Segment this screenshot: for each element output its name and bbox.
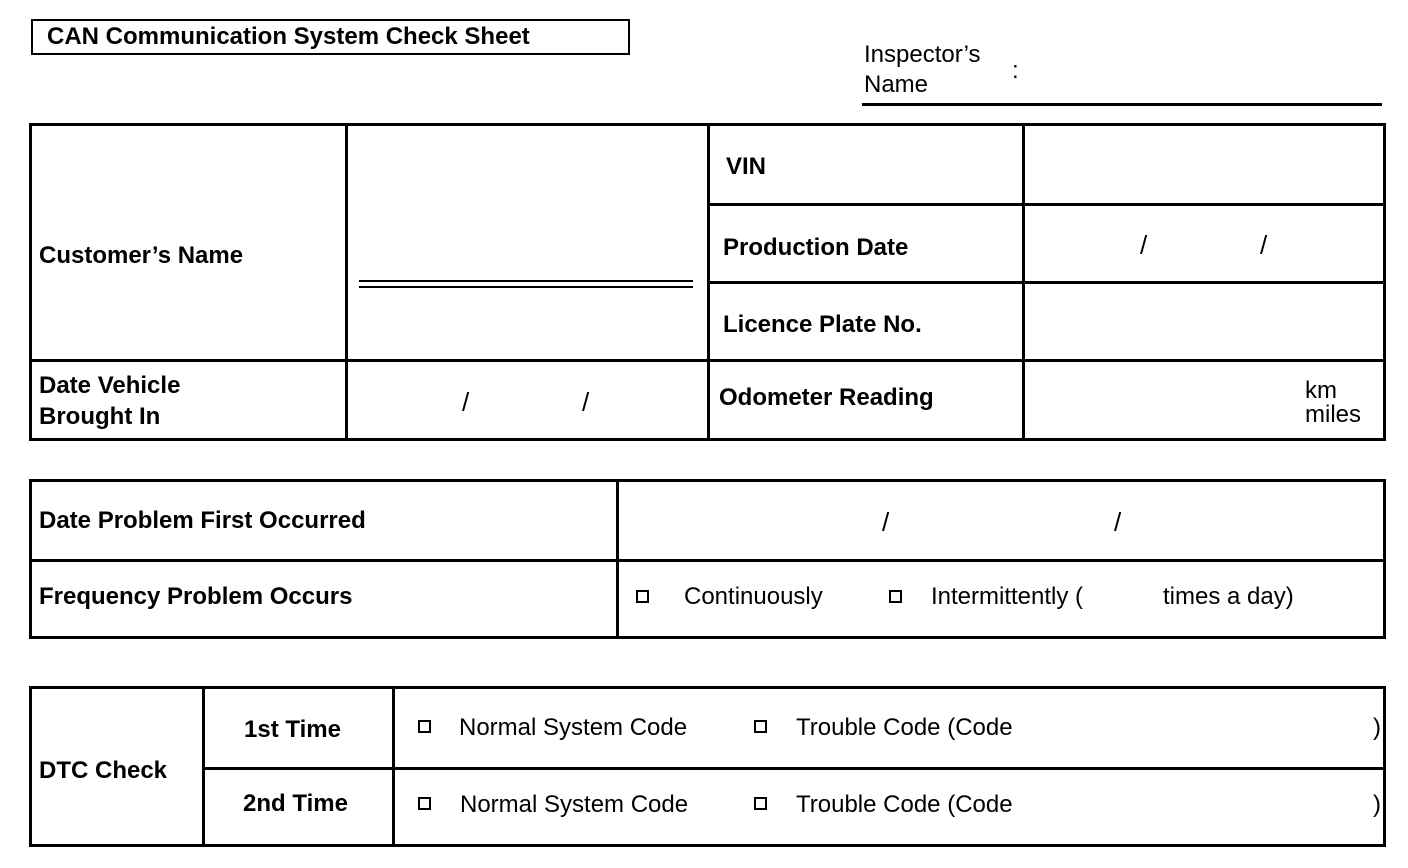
unit-km: km [1305, 377, 1337, 404]
date-separator: / [582, 387, 590, 417]
intermittently-checkbox[interactable] [889, 590, 902, 603]
customer-name-rule [359, 280, 693, 282]
second-trouble-code-checkbox[interactable] [754, 797, 767, 810]
frequency-label: Frequency Problem Occurs [39, 583, 353, 610]
second-trouble-code-label: Trouble Code (Code [796, 791, 1013, 818]
inspector-colon: : [1012, 57, 1019, 84]
licence-plate-label: Licence Plate No. [723, 311, 922, 338]
second-time-label: 2nd Time [243, 790, 348, 817]
odometer-label: Odometer Reading [719, 384, 934, 411]
date-separator: / [1140, 230, 1148, 260]
continuously-label: Continuously [684, 583, 823, 610]
production-date-field[interactable] [1023, 204, 1383, 280]
date-vehicle-label-line2: Brought In [39, 403, 161, 430]
first-trouble-code-label: Trouble Code (Code [796, 714, 1013, 741]
continuously-checkbox[interactable] [636, 590, 649, 603]
inspector-label-line2: Name [864, 71, 929, 98]
unit-miles: miles [1305, 401, 1362, 428]
first-trouble-code-checkbox[interactable] [754, 720, 767, 733]
date-separator: / [1114, 507, 1122, 537]
customer-name-rule [359, 286, 693, 288]
times-a-day-label: times a day) [1163, 583, 1294, 610]
date-separator: / [462, 387, 470, 417]
date-separator: / [882, 507, 890, 537]
production-date-label: Production Date [723, 234, 909, 261]
date-separator: / [1260, 230, 1268, 260]
second-trouble-code-field[interactable] [1055, 789, 1365, 823]
second-normal-code-label: Normal System Code [460, 791, 689, 818]
inspector-label-line1: Inspector’s [864, 41, 981, 68]
sheet-title: CAN Communication System Check Sheet [31, 19, 630, 55]
first-normal-code-checkbox[interactable] [418, 720, 431, 733]
first-trouble-code-field[interactable] [1055, 712, 1365, 746]
date-vehicle-label-line1: Date Vehicle [39, 372, 181, 399]
second-normal-code-checkbox[interactable] [418, 797, 431, 810]
divider [202, 767, 1383, 770]
close-paren: ) [1373, 791, 1381, 818]
inspector-name-field[interactable] [862, 103, 1382, 106]
dtc-check-label: DTC Check [39, 757, 168, 784]
first-time-label: 1st Time [244, 716, 341, 743]
divider [32, 559, 1383, 562]
customer-name-label: Customer’s Name [39, 242, 244, 269]
first-occurred-field[interactable] [617, 482, 1383, 558]
close-paren: ) [1373, 714, 1381, 741]
customer-name-field[interactable] [346, 126, 705, 359]
first-occurred-label: Date Problem First Occurred [39, 507, 366, 534]
first-normal-code-label: Normal System Code [459, 714, 688, 741]
intermittently-label: Intermittently ( [931, 583, 1084, 610]
vin-label: VIN [726, 153, 767, 180]
vin-field[interactable] [1023, 126, 1383, 202]
licence-plate-field[interactable] [1023, 283, 1383, 359]
times-a-day-field[interactable] [1110, 580, 1160, 614]
date-vehicle-field[interactable] [346, 362, 705, 438]
